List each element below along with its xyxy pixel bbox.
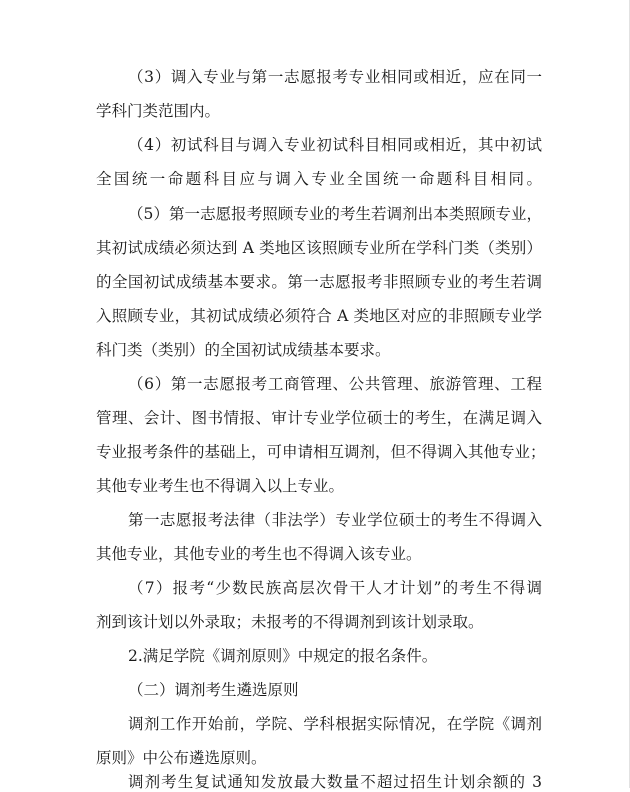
paragraph-line: 调剂工作开始前，学院、学科根据实际情况，在学院《调剂 [128, 715, 542, 733]
section-item: 2.满足学院《调剂原则》中规定的报名条件。 [128, 647, 438, 665]
paragraph-line: 科门类（类别）的全国初试成绩基本要求。 [96, 341, 391, 359]
paragraph-line: 原则》中公布遴选原则。 [96, 749, 267, 767]
paragraph-line: 学科门类范围内。 [96, 102, 221, 120]
paragraph-line: 其初试成绩必须达到 A 类地区该照顾专业所在学科门类（类别） [96, 239, 542, 257]
paragraph-line: 其他专业考生也不得调入以上专业。 [96, 477, 345, 495]
paragraph-line: 专业报考条件的基础上，可申请相互调剂，但不得调入其他专业； [96, 443, 546, 461]
paragraph-line: （7）报考“少数民族高层次骨干人才计划”的考生不得调 [128, 579, 542, 597]
section-heading: （二）调剂考生遴选原则 [128, 681, 299, 699]
paragraph-line: （6）第一志愿报考工商管理、公共管理、旅游管理、工程 [128, 375, 542, 393]
paragraph-line: 调剂考生复试通知发放最大数量不超过招生计划余额的 3 [128, 773, 542, 791]
paragraph-line: 的全国初试成绩基本要求。第一志愿报考非照顾专业的考生若调 [96, 273, 542, 291]
paragraph-line: 第一志愿报考法律（非法学）专业学位硕士的考生不得调入 [128, 511, 542, 529]
paragraph-line: （4）初试科目与调入专业初试科目相同或相近，其中初试 [128, 136, 542, 154]
paragraph-line: （5）第一志愿报考照顾专业的考生若调剂出本类照顾专业， [128, 205, 542, 223]
paragraph-line: 其他专业，其他专业的考生也不得调入该专业。 [96, 545, 422, 563]
paragraph-line: （3）调入专业与第一志愿报考专业相同或相近，应在同一 [128, 68, 542, 86]
paragraph-line: 全国统一命题科目应与调入专业全国统一命题科目相同。 [96, 170, 542, 188]
paragraph-line: 入照顾专业，其初试成绩必须符合 A 类地区对应的非照顾专业学 [96, 307, 542, 325]
paragraph-line: 剂到该计划以外录取；未报考的不得调剂到该计划录取。 [96, 613, 484, 631]
paragraph-line: 管理、会计、图书情报、审计专业学位硕士的考生，在满足调入 [96, 409, 542, 427]
